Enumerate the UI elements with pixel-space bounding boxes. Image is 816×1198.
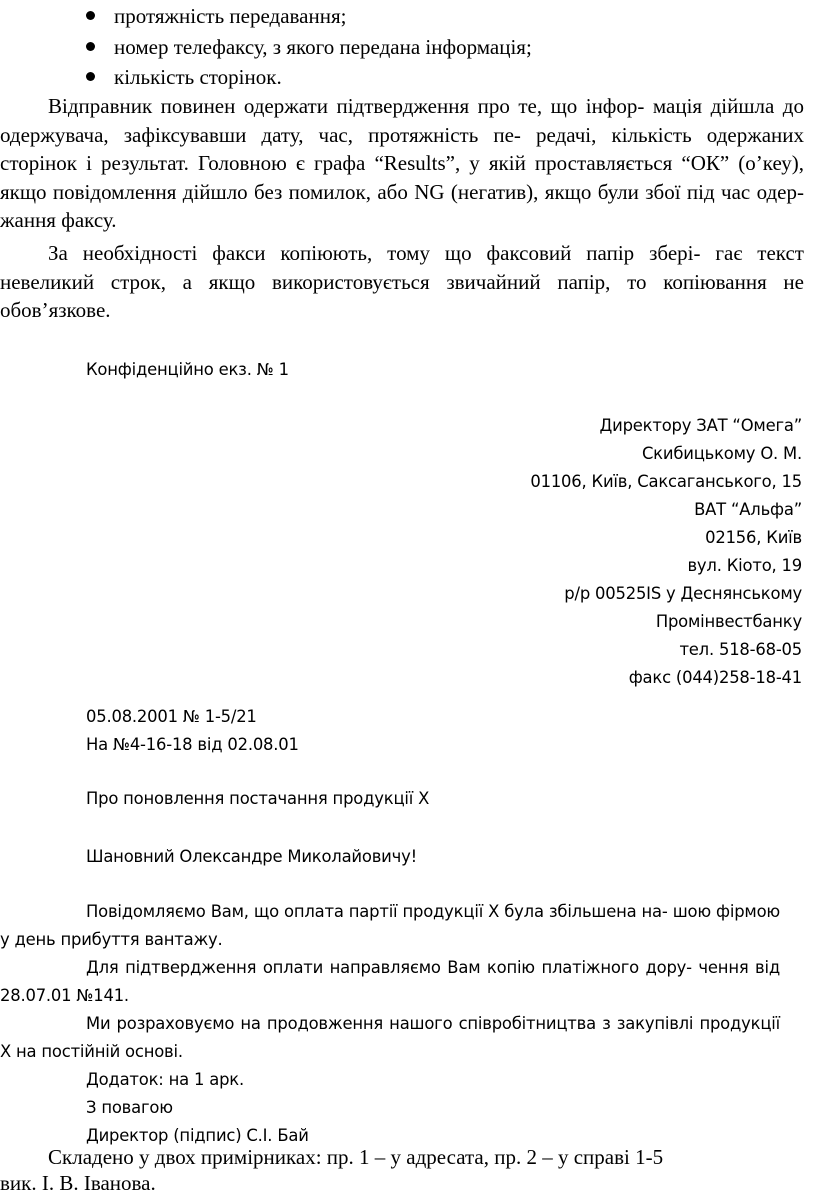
addressee-line: вул. Кіото, 19 [687, 556, 802, 575]
letter-reference: На №4-16-18 від 02.08.01 [86, 735, 299, 754]
letter-body-paragraph: Ми розраховуємо на продовження нашого співробітництва з закупівлі продукції Х на постійній основі. [0, 1014, 780, 1061]
confidential-mark: Конфіденційно екз. № 1 [86, 360, 289, 379]
addressee-block [530, 412, 802, 692]
bullet-dot-icon [86, 72, 95, 81]
letter-date-number: 05.08.2001 № 1-5/21 [86, 707, 257, 726]
letter-body-paragraph: Повідомляємо Вам, що оплата партії продукції Х була збільшена на- шою фірмою у день прибуття вантажу. [0, 902, 780, 949]
addressee-line: Скибицькому О. М. [641, 444, 802, 463]
addressee-line: р/р 00525IS у Деснянському [564, 584, 802, 603]
addressee-line: тел. 518-68-05 [679, 640, 802, 659]
bullet-list [0, 2, 816, 94]
bullet-text: протяжність передавання; [114, 4, 347, 28]
letter-subject: Про поновлення постачання продукції Х [86, 789, 430, 808]
letter-closing: З повагою [86, 1098, 173, 1117]
footer-copies-note: Складено у двох примірниках: пр. 1 – у адресата, пр. 2 – у справі 1-5 [48, 1145, 664, 1169]
letter-signature: Директор (підпис) С.І. Бай [86, 1126, 309, 1145]
letter-greeting: Шановний Олександре Миколайовичу! [86, 847, 417, 866]
bullet-text: кількість сторінок. [114, 65, 282, 89]
addressee-line: ВАТ “Альфа” [694, 500, 802, 519]
addressee-line: 01106, Київ, Саксаганського, 15 [530, 472, 802, 491]
bullet-dot-icon [86, 42, 95, 51]
bullet-item [0, 63, 816, 94]
addressee-line: 02156, Київ [705, 528, 802, 547]
bullet-item [0, 2, 816, 33]
addressee-line: Промінвестбанку [655, 612, 802, 631]
addressee-line: Директору ЗАТ “Омега” [599, 416, 802, 435]
paragraph-fax-copying: За необхідності факси копіюють, тому що факсовий папір зберi- гає текст невеликий строк, а якщо використовується звичайний папір, то копіювання не обов’язкове. [0, 241, 804, 322]
letter-attachment: Додаток: на 1 арк. [86, 1070, 244, 1089]
addressee-line: факс (044)258-18-41 [628, 668, 802, 687]
bullet-text: номер телефаксу, з якого передана інформація; [114, 34, 532, 59]
footer-executor: вик. І. В. Іванова. [0, 1171, 156, 1195]
paragraph-fax-confirmation: Відправник повинен одержати підтвердження про те, що інфор- мація дійшла до одержувача, зафіксувавши дату, час, протяжність пе- редачі, кількість одержаних сторінок і результат. Головною є графа “Results”, у якій проставляється “ОК” (о’кеу), якщо повідомлення дійшло без помилок, або NG (негатив), якщо були збої під час одер- жання факсу. [0, 94, 804, 232]
bullet-dot-icon [86, 11, 95, 20]
bullet-item [0, 33, 816, 64]
letter-body-paragraph: Для підтвердження оплати направляємо Вам копію платіжного дору- чення від 28.07.01 №141. [0, 958, 780, 1005]
